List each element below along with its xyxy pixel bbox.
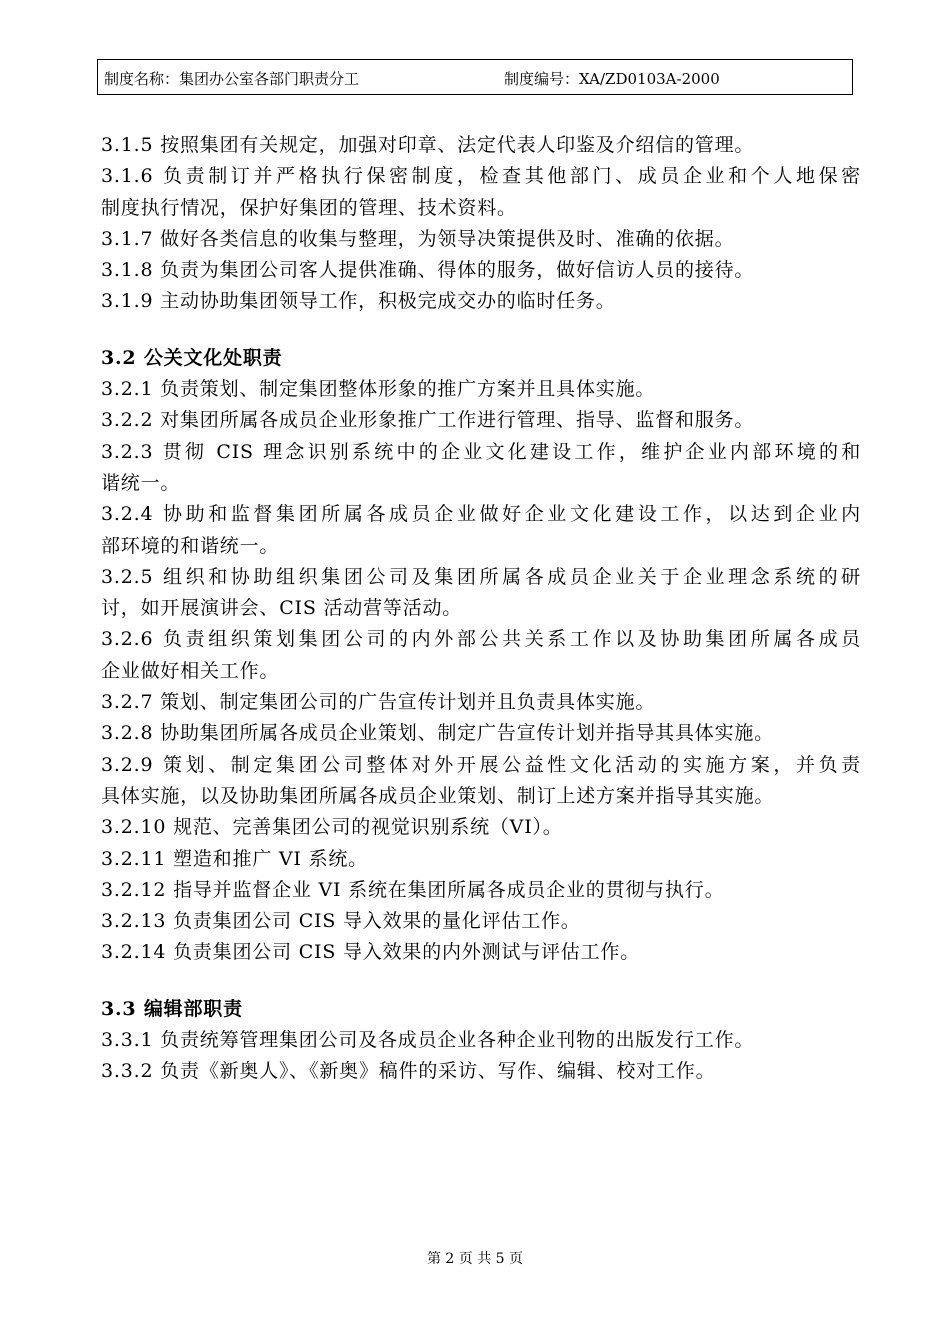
section-3-2-heading: 3.2 公关文化处职责 <box>101 346 283 369</box>
clause-3-2-4: 3.2.4 协助和监督集团所属各成员企业做好企业文化建设工作，以达到企业内 <box>101 503 861 526</box>
clause-3-1-9: 3.1.9 主动协助集团领导工作，积极完成交办的临时任务。 <box>101 290 616 313</box>
clause-3-1-8: 3.1.8 负责为集团公司客人提供准确、得体的服务，做好信访人员的接待。 <box>101 259 755 282</box>
clause-3-2-6-cont: 企业做好相关工作。 <box>101 659 280 682</box>
clause-3-1-5: 3.1.5 按照集团有关规定，加强对印章、法定代表人印鉴及介绍信的管理。 <box>101 134 755 156</box>
clause-3-3-2: 3.3.2 负责《新奥人》、《新奥》稿件的采访、写作、编辑、校对工作。 <box>101 1060 716 1083</box>
regulation-code-label: 制度编号： <box>504 70 580 88</box>
section-3-3 <box>101 1025 861 1088</box>
clause-3-2-9: 3.2.9 策划、制定集团公司整体对外开展公益性文化活动的实施方案，并负责 <box>101 753 861 776</box>
document-header <box>97 59 853 95</box>
page-number: 第 2 页 共 5 页 <box>426 1251 524 1267</box>
regulation-name-value: 集团办公室各部门职责分工 <box>179 70 360 88</box>
clause-3-2-9-cont: 具体实施，以及协助集团所属各成员企业策划、制订上述方案并指导其实施。 <box>101 784 775 807</box>
clause-3-2-2: 3.2.2 对集团所属各成员企业形象推广工作进行管理、指导、监督和服务。 <box>101 409 755 432</box>
clause-3-2-6: 3.2.6 负责组织策划集团公司的内外部公共关系工作以及协助集团所属各成员 <box>101 628 861 651</box>
regulation-name-label: 制度名称： <box>104 70 180 88</box>
clause-3-2-3-cont: 谐统一。 <box>101 471 181 494</box>
clause-3-2-5: 3.2.5 组织和协助组织集团公司及集团所属各成员企业关于企业理念系统的研 <box>101 565 861 588</box>
regulation-name <box>104 68 359 89</box>
clause-3-2-7: 3.2.7 策划、制定集团公司的广告宣传计划并且负责具体实施。 <box>101 691 656 714</box>
clause-3-1-6: 3.1.6 负责制订并严格执行保密制度，检查其他部门、成员企业和个人地保密 <box>101 165 861 188</box>
section-3-1-continued <box>101 130 861 318</box>
clause-3-2-14: 3.2.14 负责集团公司 CIS 导入效果的内外测试与评估工作。 <box>101 941 641 964</box>
clause-3-2-10: 3.2.10 规范、完善集团公司的视觉识别系统（VI）。 <box>101 816 563 839</box>
clause-3-2-3: 3.2.3 贯彻 CIS 理念识别系统中的企业文化建设工作，维护企业内部环境的和 <box>101 440 861 463</box>
regulation-code <box>504 68 720 89</box>
clause-3-2-4-cont: 部环境的和谐统一。 <box>101 534 280 557</box>
clause-3-1-7: 3.1.7 做好各类信息的收集与整理，为领导决策提供及时、准确的依据。 <box>101 227 735 250</box>
section-3-3-heading: 3.3 编辑部职责 <box>101 997 243 1020</box>
clause-3-2-1: 3.2.1 负责策划、制定集团整体形象的推广方案并且具体实施。 <box>101 378 656 401</box>
clause-3-2-11: 3.2.11 塑造和推广 VI 系统。 <box>101 847 368 870</box>
clause-3-2-13: 3.2.13 负责集团公司 CIS 导入效果的量化评估工作。 <box>101 910 581 933</box>
clause-3-3-1: 3.3.1 负责统筹管理集团公司及各成员企业各种企业刊物的出版发行工作。 <box>101 1029 755 1052</box>
clause-3-2-5-cont: 讨，如开展演讲会、CIS 活动营等活动。 <box>101 597 463 620</box>
clause-3-1-6-cont: 制度执行情况，保护好集团的管理、技术资料。 <box>101 196 517 219</box>
section-3-2 <box>101 374 861 969</box>
regulation-code-value: XA/ZD0103A-2000 <box>579 70 720 88</box>
document-body <box>101 130 861 1088</box>
clause-3-2-8: 3.2.8 协助集团所属各成员企业策划、制定广告宣传计划并指导其具体实施。 <box>101 722 774 745</box>
clause-3-2-12: 3.2.12 指导并监督企业 VI 系统在集团所属各成员企业的贯彻与执行。 <box>101 878 725 901</box>
